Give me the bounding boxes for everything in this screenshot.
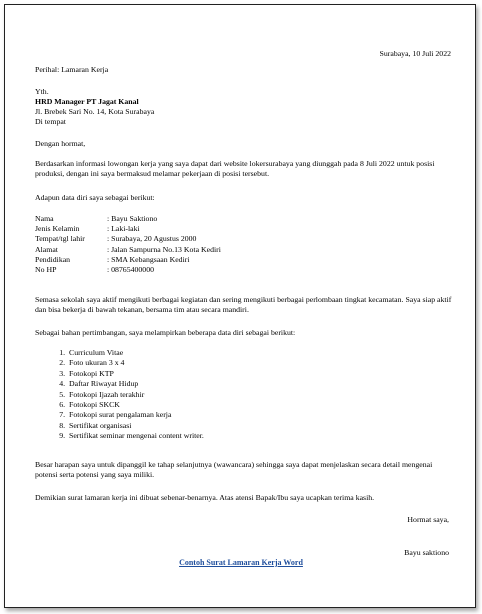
hope-paragraph: Besar harapan saya untuk dipanggil ke tahap selanjutnya (wawancara) sehingga saya dapat menjelaskan secara detail mengenai potensi serta potensi yang saya miliki.	[35, 460, 433, 480]
personal-data-label: Alamat	[35, 244, 58, 254]
personal-data-value: : Bayu Saktiono	[107, 214, 158, 223]
signature: Bayu saktiono	[404, 548, 449, 557]
list-item: 6. Fotokopi SKCK	[67, 400, 204, 410]
list-item: 5. Fotokopi Ijazah terakhir	[67, 390, 204, 400]
personal-data-label: Tempat/tgl lahir	[35, 234, 85, 244]
personal-data-label: No HP	[35, 265, 57, 275]
personal-data-value: : Jalan Sampurna No.13 Kota Kediri	[107, 244, 221, 254]
personal-data-value: : SMA Kebangsaan Kediri	[107, 254, 190, 264]
personal-data-row	[35, 224, 221, 234]
personal-data-row	[35, 234, 221, 244]
list-item: 9. Sertifikat seminar mengenai content writer.	[67, 431, 204, 441]
personal-data-row	[35, 214, 221, 224]
personal-data-row	[35, 245, 221, 255]
recipient-address: Jl. Brebek Sari No. 14, Kota Surabaya	[35, 107, 155, 116]
place-date: Surabaya, 10 Juli 2022	[379, 49, 451, 58]
personal-data-label: Jenis Kelamin	[35, 224, 80, 234]
list-item: 7. Fotokopi surat pengalaman kerja	[67, 410, 204, 420]
personal-data-row	[35, 265, 221, 275]
personal-data-label: Nama	[35, 214, 54, 223]
regards: Hormat saya,	[407, 515, 449, 524]
personal-data-value: : 08765400000	[107, 265, 154, 275]
data-intro: Adapun data diri saya sebagai berikut:	[35, 193, 155, 202]
personal-data-row	[35, 255, 221, 265]
recipient-name: HRD Manager PT Jagat Kanal	[35, 97, 139, 106]
personal-data-table	[35, 214, 221, 275]
list-item: 1. Curriculum Vitae	[67, 348, 204, 358]
subject-line: Perihal: Lamaran Kerja	[35, 65, 109, 74]
personal-data-value: : Laki-laki	[107, 224, 140, 234]
footer-link[interactable]: Contoh Surat Lamaran Kerja Word	[179, 558, 303, 567]
closing-paragraph: Demikian surat lamaran kerja ini dibuat sebenar-benarnya. Atas atensi Bapak/Ibu saya ucapkan terima kasih.	[35, 493, 375, 502]
personal-data-label: Pendidikan	[35, 254, 71, 264]
recipient-greeting: Yth.	[35, 87, 49, 96]
attachments-intro: Sebagai bahan pertimbangan, saya melampirkan beberapa data diri sebagai berikut:	[35, 328, 296, 337]
intro-paragraph: Berdasarkan informasi lowongan kerja yang saya dapat dari website lokersurabaya yang diunggah pada 8 Juli 2022 untuk posisi produksi, dengan ini saya bermaksud melamar pekerjaan di posisi tersebut.	[35, 159, 435, 179]
personal-data-value: : Surabaya, 20 Agustus 2000	[107, 234, 197, 244]
salutation: Dengan hormat,	[35, 139, 86, 148]
list-item: 4. Daftar Riwayat Hidup	[67, 379, 204, 389]
letter-page	[4, 4, 476, 608]
list-item: 3. Fotokopi KTP	[67, 369, 204, 379]
attachments-list	[49, 348, 204, 442]
experience-paragraph: Semasa sekolah saya aktif mengikuti berbagai kegiatan dan sering mengikuti berbagai perlombaan tingkat kecamatan. Saya siap aktif dan bisa bekerja di bawah tekanan, bersama tim atau secara mandiri.	[35, 295, 452, 315]
list-item: 8. Sertifikat organisasi	[67, 421, 204, 431]
list-item: 2. Foto ukuran 3 x 4	[67, 358, 204, 368]
recipient-place: Di tempat	[35, 117, 66, 126]
